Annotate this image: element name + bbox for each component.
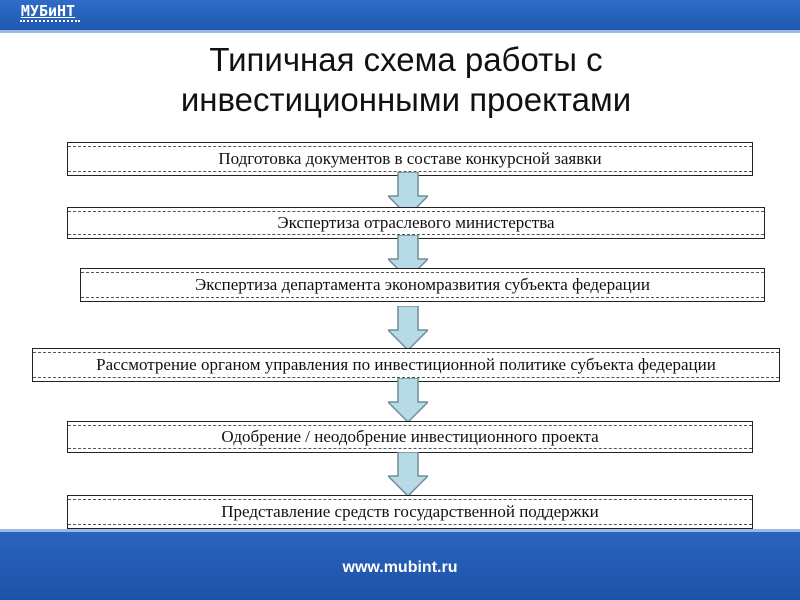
- step-label-1: Подготовка документов в составе конкурсной заявки: [218, 149, 602, 168]
- step-box-3: [80, 268, 765, 302]
- slide-title: [100, 40, 712, 120]
- down-arrow-icon: [388, 306, 428, 350]
- down-arrow-icon: [388, 378, 428, 422]
- step-label-2: Экспертиза отраслевого министерства: [277, 213, 555, 232]
- header-bar: [0, 0, 800, 30]
- title-line-1: Типичная схема работы с: [209, 41, 603, 78]
- logo-underline: [20, 20, 80, 25]
- step-box-1: [67, 142, 753, 176]
- footer-bar: [0, 532, 800, 600]
- step-label-3: Экспертиза департамента экономразвития субъекта федерации: [195, 275, 650, 294]
- down-arrow-icon: [388, 452, 428, 496]
- step-box-6: [67, 495, 753, 529]
- step-label-4: Рассмотрение органом управления по инвестиционной политике субъекта федерации: [96, 355, 716, 374]
- title-line-2: инвестиционными проектами: [180, 81, 632, 118]
- step-label-5: Одобрение / неодобрение инвестиционного проекта: [221, 427, 599, 446]
- logo-text: МУБиНТ: [20, 2, 76, 20]
- footer-url[interactable]: www.mubint.ru: [342, 559, 458, 576]
- logo: [8, 3, 88, 27]
- step-label-6: Представление средств государственной поддержки: [221, 502, 599, 521]
- step-box-5: [67, 421, 753, 453]
- step-box-4: [32, 348, 780, 382]
